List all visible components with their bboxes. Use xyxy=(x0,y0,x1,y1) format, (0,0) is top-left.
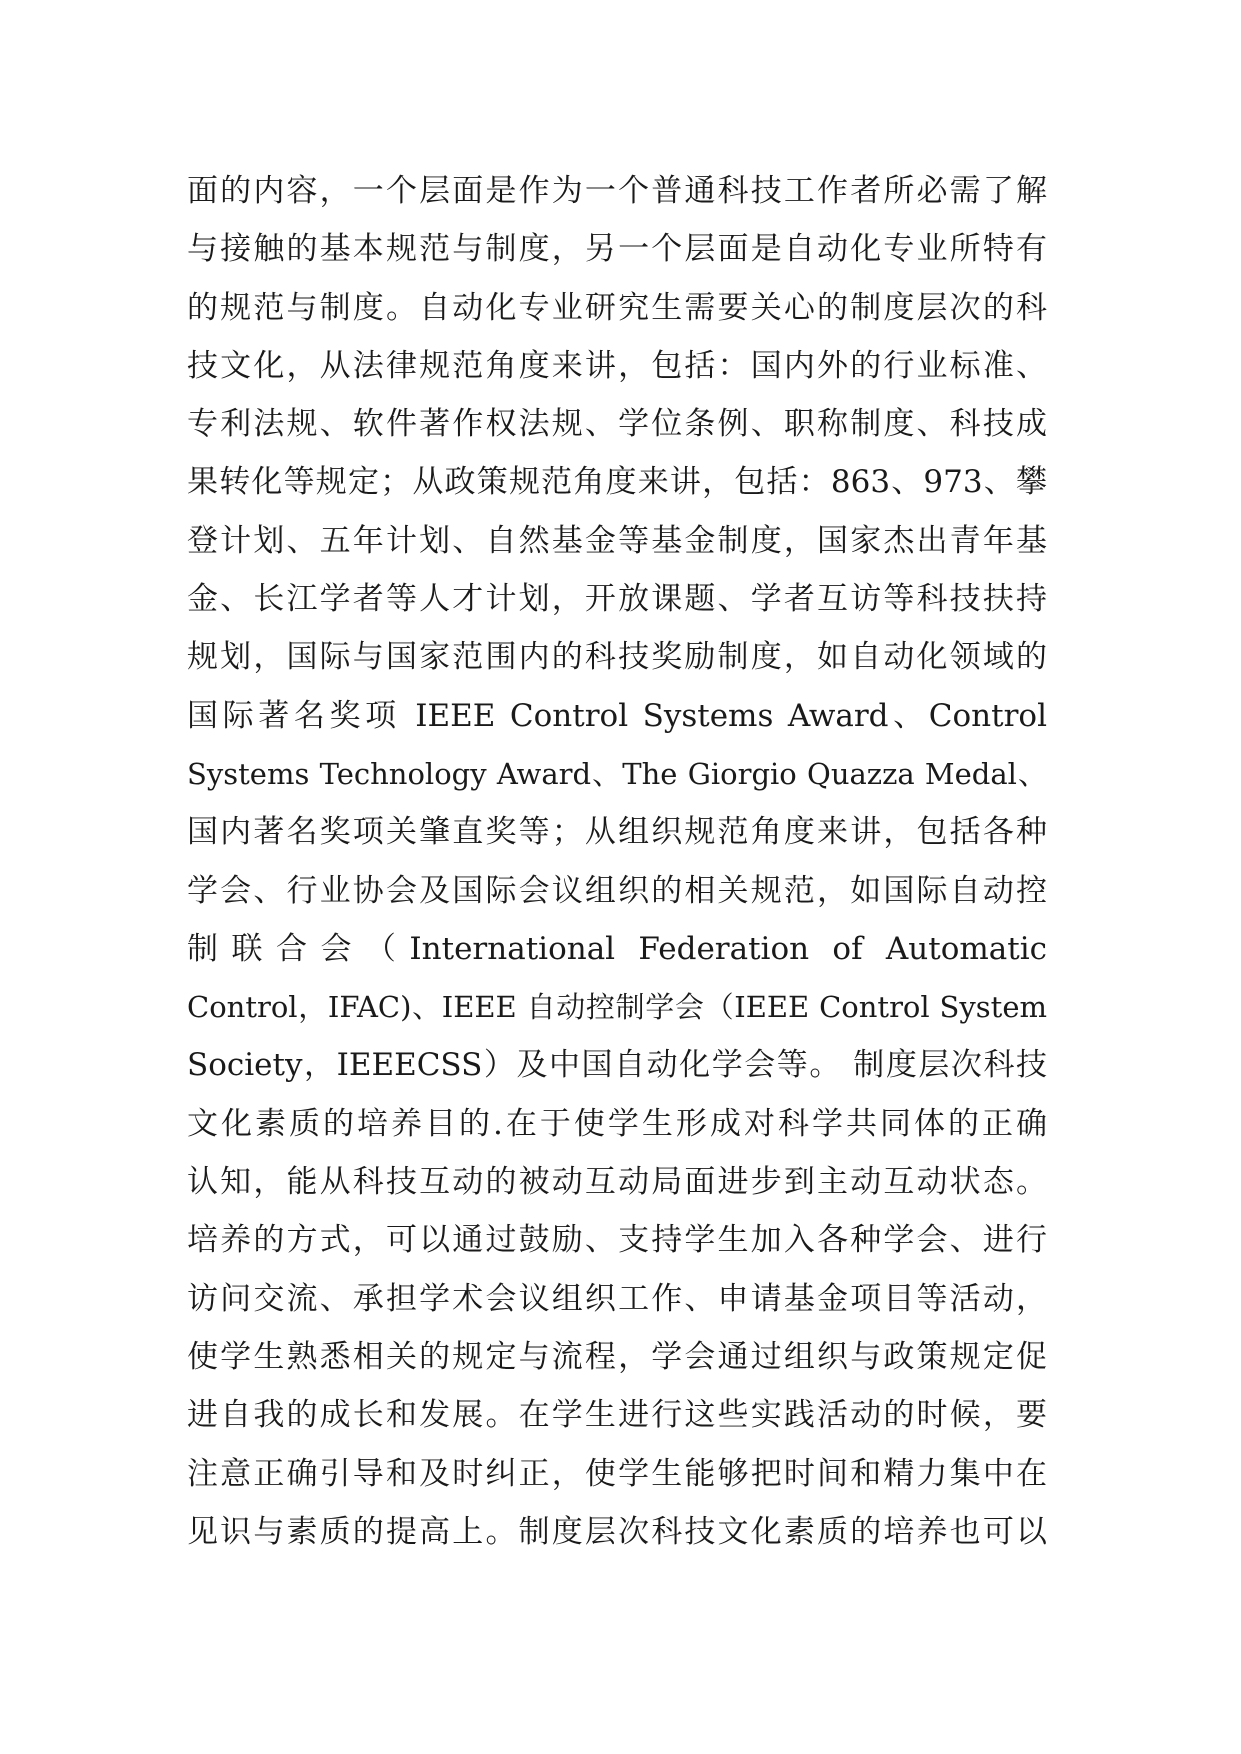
text-line: 制联合会（International Federation of Automatic xyxy=(187,930,1047,967)
text-line: 注意正确引导和及时纠正，使学生能够把时间和精力集中在 xyxy=(187,1455,1047,1492)
body-text xyxy=(187,162,1047,1561)
text-line: 技文化，从法律规范角度来讲，包括：国内外的行业标准、 xyxy=(187,347,1047,384)
text-line: 文化素质的培养目的.在于使学生形成对科学共同体的正确 xyxy=(187,1105,1047,1142)
text-line: 国内著名奖项关肇直奖等；从组织规范角度来讲，包括各种 xyxy=(187,814,1047,851)
text-line: 的规范与制度。自动化专业研究生需要关心的制度层次的科 xyxy=(187,289,1047,326)
text-line: 国际著名奖项 IEEE Control Systems Award、Control xyxy=(187,697,1047,734)
text-line: Systems Technology Award、The Giorgio Quazza Medal、 xyxy=(187,756,1047,791)
text-line: 与接触的基本规范与制度，另一个层面是自动化专业所特有 xyxy=(187,231,1047,268)
text-line: 金、长江学者等人才计划，开放课题、学者互访等科技扶持 xyxy=(187,581,1047,618)
text-line: 学会、行业协会及国际会议组织的相关规范，如国际自动控 xyxy=(187,872,1047,909)
text-line: 访问交流、承担学术会议组织工作、申请基金项目等活动， xyxy=(187,1280,1047,1317)
text-line: 果转化等规定；从政策规范角度来讲，包括：863、973、攀 xyxy=(187,464,1047,501)
text-line: 专利法规、软件著作权法规、学位条例、职称制度、科技成 xyxy=(187,406,1047,443)
text-line: 面的内容，一个层面是作为一个普通科技工作者所必需了解 xyxy=(187,173,1047,209)
text-line: 登计划、五年计划、自然基金等基金制度，国家杰出青年基 xyxy=(187,522,1047,559)
text-line: Control，IFAC)、IEEE 自动控制学会（IEEE Control System xyxy=(187,990,1047,1025)
text-line: 见识与素质的提高上。制度层次科技文化素质的培养也可以 xyxy=(187,1513,1047,1550)
text-line: 使学生熟悉相关的规定与流程，学会通过组织与政策规定促 xyxy=(187,1338,1047,1375)
text-line: 进自我的成长和发展。在学生进行这些实践活动的时候，要 xyxy=(187,1397,1047,1434)
text-line: 认知，能从科技互动的被动互动局面进步到主动互动状态。 xyxy=(187,1164,1047,1201)
text-line: Society，IEEECSS）及中国自动化学会等。 制度层次科技 xyxy=(187,1047,1047,1084)
text-line: 规划，国际与国家范围内的科技奖励制度，如自动化领域的 xyxy=(187,639,1047,676)
text-line: 培养的方式，可以通过鼓励、支持学生加入各种学会、进行 xyxy=(187,1222,1047,1259)
